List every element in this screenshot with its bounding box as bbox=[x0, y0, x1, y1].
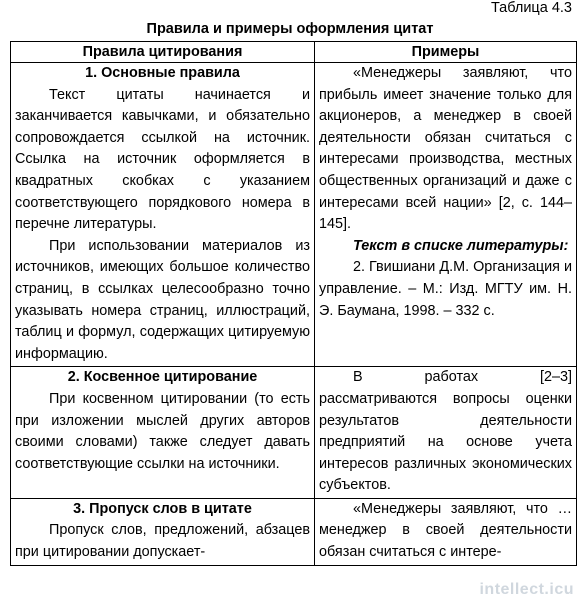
watermark: intellect.icu bbox=[479, 581, 574, 598]
header-rules: Правила цитирования bbox=[11, 42, 315, 63]
rule-paragraph: Пропуск слов, предложений, абзацев при цитировании допускает- bbox=[15, 522, 310, 561]
table-header-row bbox=[11, 42, 577, 63]
examples-cell bbox=[315, 367, 577, 499]
example-reference: 2. Гвишиани Д.М. Организация и управление. – М.: Изд. МГТУ им. Н. Э. Баумана, 1998. – 332 с. bbox=[319, 259, 572, 319]
example-label: Текст в списке литературы: bbox=[353, 237, 569, 254]
rule-paragraph: При использовании материалов из источников, имеющих большое количество страниц, в ссылках целесообразно точно указывать номера страниц, иллюстраций, таблиц и формул, содержащих цитируемую информацию. bbox=[15, 237, 310, 362]
table-caption: Таблица 4.3 bbox=[490, 0, 572, 16]
section-heading: 3. Пропуск слов в цитате bbox=[73, 500, 252, 517]
rules-cell bbox=[11, 367, 315, 499]
example-quote: «Менеджеры заявляют, что … менеджер в своей деятельности обязан считаться с интере- bbox=[319, 500, 572, 561]
rules-cell bbox=[11, 63, 315, 367]
rule-paragraph: При косвенном цитировании (то есть при изложении мыслей других авторов своими словами) также следует давать соответствующие ссылки на источники. bbox=[15, 390, 310, 472]
header-examples: Примеры bbox=[315, 42, 577, 63]
example-quote: В работах [2–3] рассматриваются вопросы оценки результатов деятельности предприятий на основе учета интересов различных экономических субъектов. bbox=[319, 369, 572, 494]
table-row bbox=[11, 63, 577, 367]
rule-paragraph: Текст цитаты начинается и заканчивается кавычками, и обязательно сопровождается ссылкой на источник. Ссылка на источник оформляется в квадратных скобках с указанием соответствующего порядкового номера в перечне литературы. bbox=[15, 86, 310, 233]
examples-cell bbox=[315, 498, 577, 565]
example-quote: «Менеджеры заявляют, что прибыль имеет значение только для акционеров, а менеджер в своей деятельности обязан считаться с интересами производства, местных общественных организаций и даже с интересами всей нации» [2, с. 144–145]. bbox=[319, 65, 572, 233]
citation-rules-table bbox=[10, 41, 577, 566]
examples-cell bbox=[315, 63, 577, 367]
section-heading: 1. Основные правила bbox=[85, 65, 240, 81]
table-row bbox=[11, 367, 577, 499]
table-row bbox=[11, 498, 577, 565]
rules-cell bbox=[11, 498, 315, 565]
table-title: Правила и примеры оформления цитат bbox=[146, 21, 434, 37]
section-heading: 2. Косвенное цитирование bbox=[67, 369, 258, 386]
